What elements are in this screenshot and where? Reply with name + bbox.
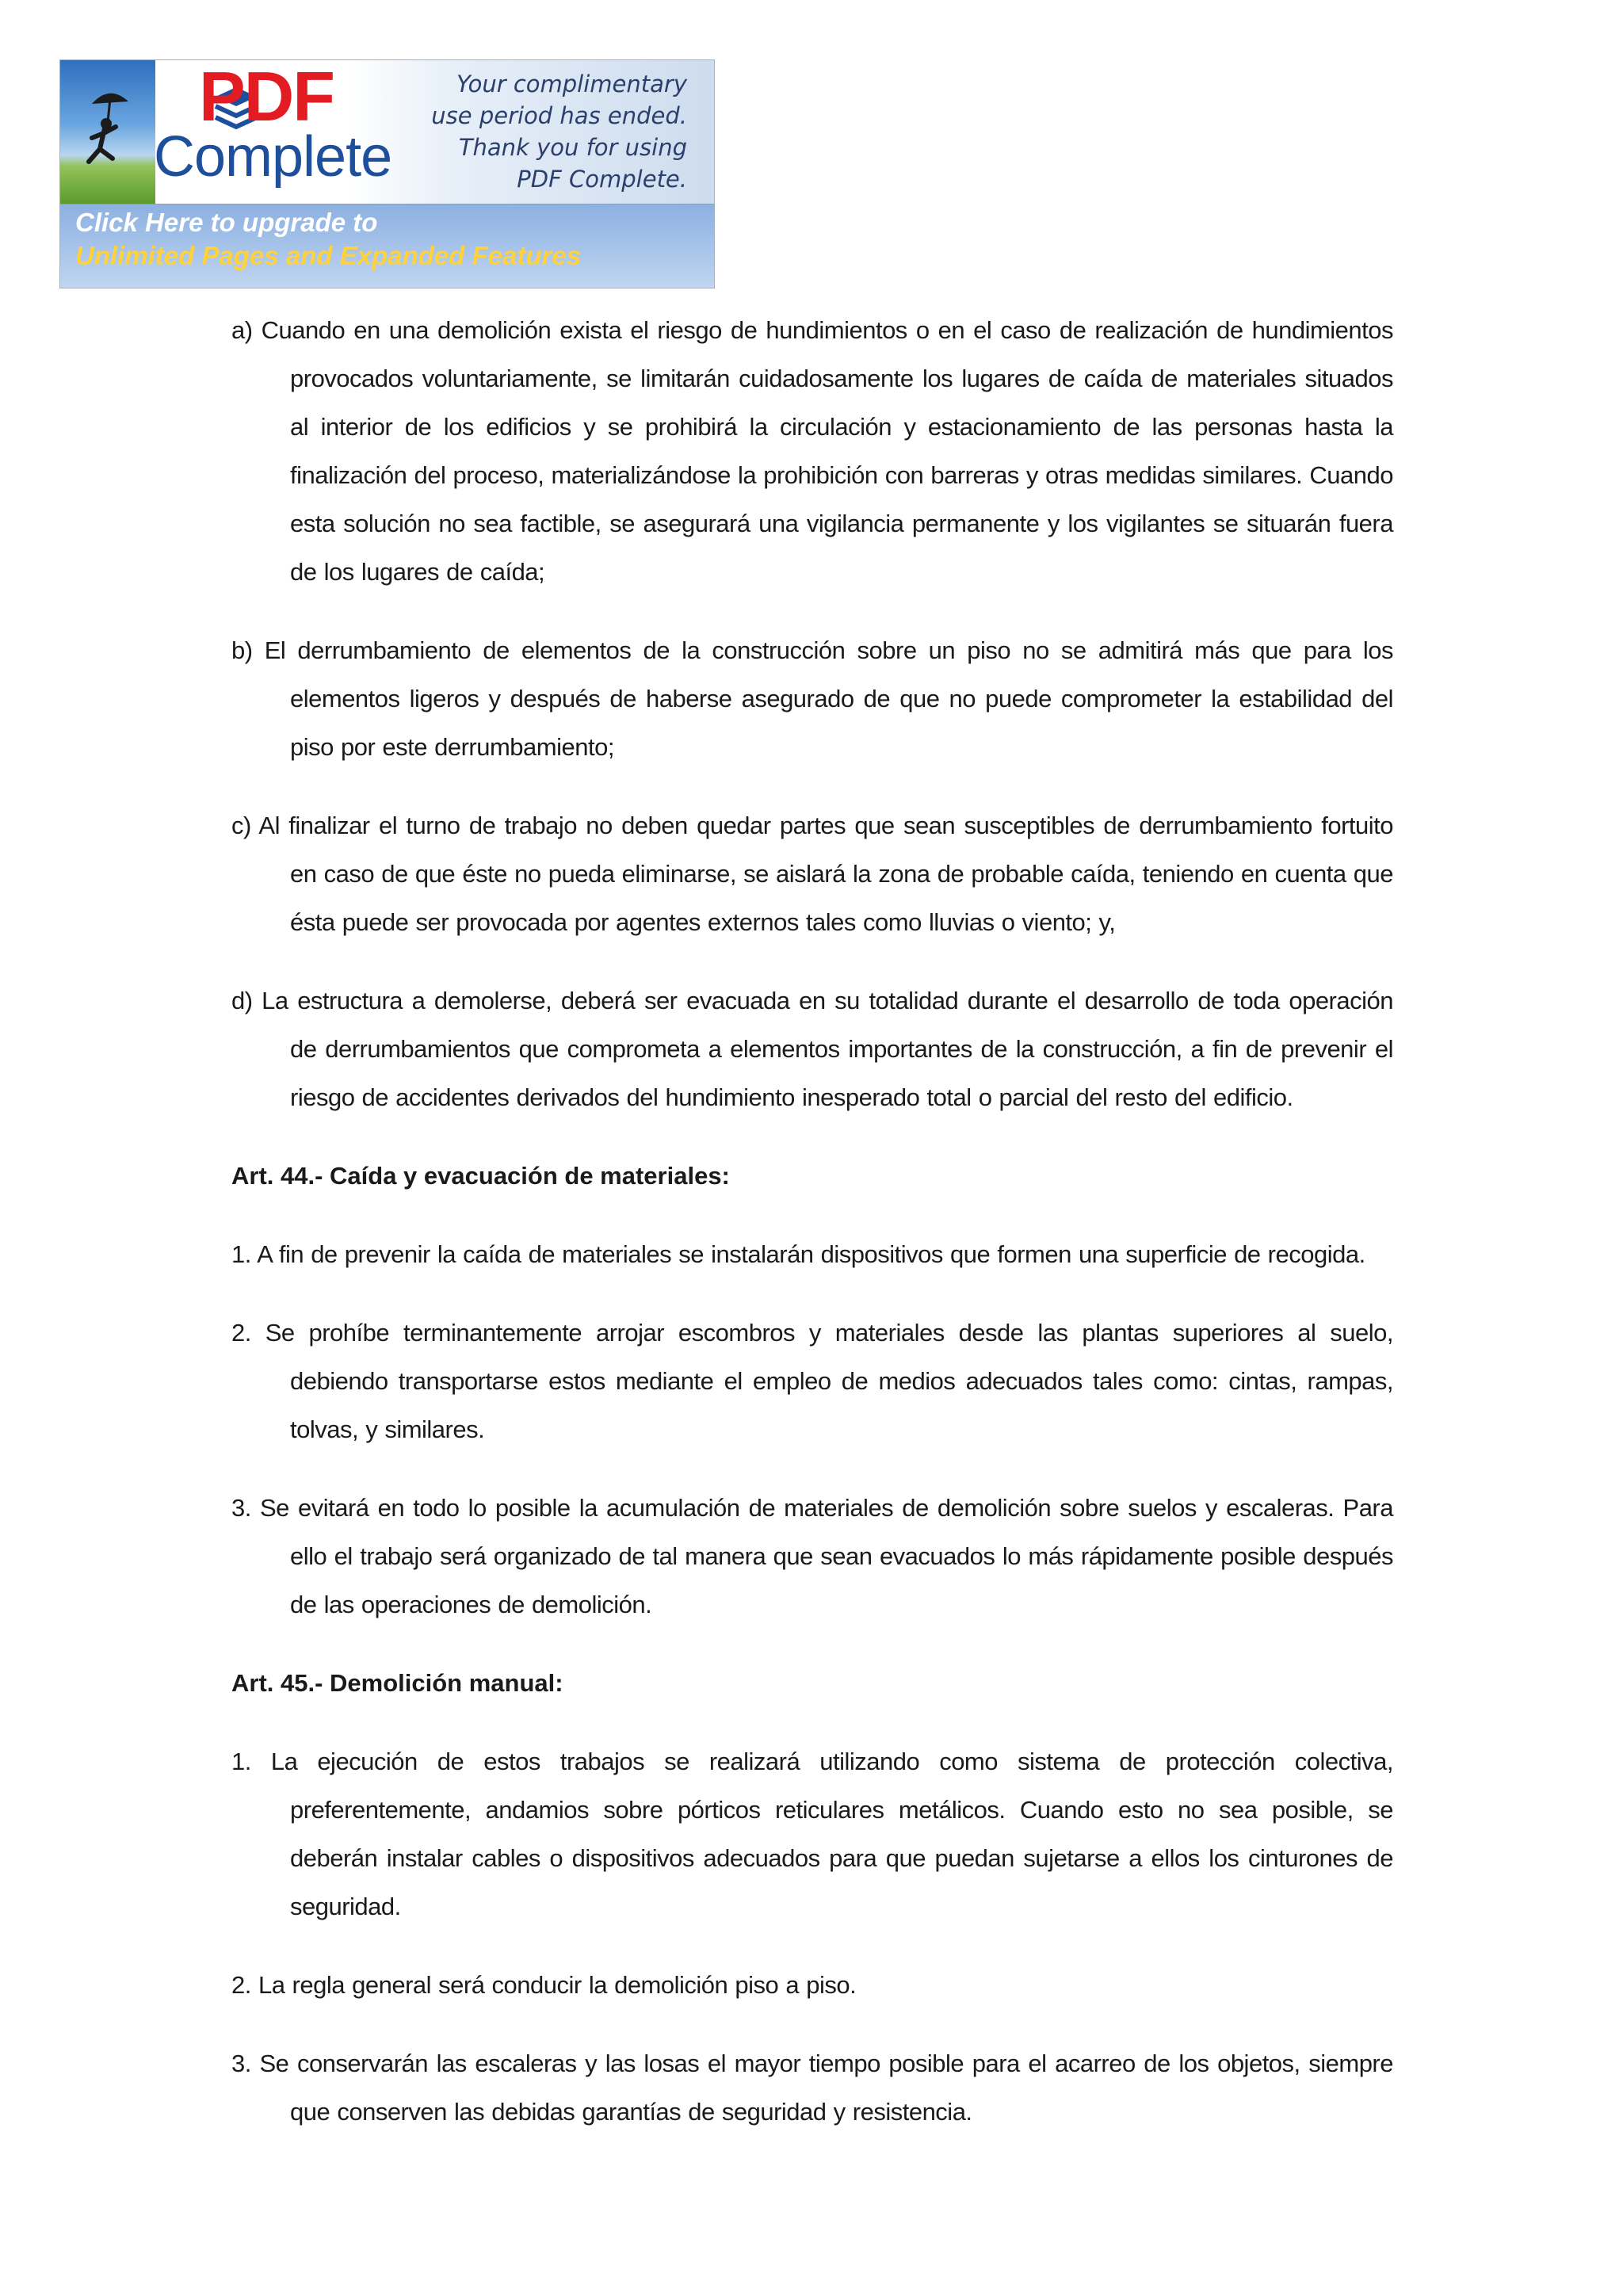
promo-line: Thank you for using — [458, 134, 687, 161]
list-item: b) El derrumbamiento de elementos de la construcción sobre un piso no se admitirá más que para los elementos ligeros y después de haberse asegurado de que no puede comprometer la estabilidad del piso por este derrumbamiento; — [231, 636, 1393, 761]
list-item: 2. Se prohíbe terminantemente arrojar escombros y materiales desde las plantas superiores al suelo, debiendo transportarse estos mediante el empleo de medios adecuados tales como: cintas, rampas, tolvas, y similares. — [231, 1319, 1393, 1443]
article-44-heading: Art. 44.- Caída y evacuación de materiales: — [231, 1162, 730, 1190]
article-45-heading: Art. 45.- Demolición manual: — [231, 1669, 563, 1697]
list-item: 3. Se evitará en todo lo posible la acumulación de materiales de demolición sobre suelos y escaleras. Para ello el trabajo será organizado de tal manera que sean evacuados lo más rápidamente posible después de las operaciones de demolición. — [231, 1494, 1393, 1618]
logo-complete-text: Complete — [154, 125, 392, 189]
list-item: c) Al finalizar el turno de trabajo no deben quedar partes que sean susceptibles de derrumbamiento fortuito en caso de que éste no pueda eliminarse, se aislará la zona de probable caída, teniendo en cuenta que ésta puede ser provocada por agentes externos tales como lluvias o viento; y, — [231, 812, 1393, 936]
list-item: 3. Se conservarán las escaleras y las losas el mayor tiempo posible para el acarreo de los objetos, siempre que conserven las debidas garantías de seguridad y resistencia. — [231, 2050, 1393, 2126]
upgrade-link-line-2[interactable]: Unlimited Pages and Expanded Features — [75, 241, 582, 270]
promo-line: use period has ended. — [431, 102, 687, 129]
jumping-person-photo — [60, 60, 155, 204]
pdf-complete-banner[interactable] — [59, 59, 715, 288]
promo-line: Your complimentary — [456, 71, 687, 97]
document-body — [231, 306, 1393, 2166]
promo-message — [402, 68, 687, 195]
list-item: 1. La ejecución de estos trabajos se realizará utilizando como sistema de protección colectiva, preferentemente, andamios sobre pórticos reticulares metálicos. Cuando esto no sea posible, se deberán instalar cables o dispositivos adecuados para que puedan sujetarse a ellos los cinturones de seguridad. — [231, 1748, 1393, 1920]
jumping-person-icon — [60, 60, 155, 204]
list-item: 1. A fin de prevenir la caída de materiales se instalarán dispositivos que formen una superficie de recogida. — [231, 1240, 1365, 1268]
list-item: d) La estructura a demolerse, deberá ser evacuada en su totalidad durante el desarrollo de toda operación de derrumbamientos que comprometa a elementos importantes de la construcción, a fin de prevenir el riesgo de accidentes derivados del hundimiento inesperado total o parcial del resto del edificio. — [231, 987, 1393, 1111]
upgrade-link-line-1[interactable]: Click Here to upgrade to — [75, 208, 378, 237]
logo-pdf-text: PDF — [199, 59, 334, 136]
list-item: 2. La regla general será conducir la demolición piso a piso. — [231, 1971, 857, 1999]
promo-line: PDF Complete. — [517, 166, 687, 193]
list-item: a) Cuando en una demolición exista el riesgo de hundimientos o en el caso de realización de hundimientos provocados voluntariamente, se limitarán cuidadosamente los lugares de caída de materiales situados al interior de los edificios y se prohibirá la circulación y estacionamiento de las personas hasta la finalización del proceso, materializándose la prohibición con barreras y otras medidas similares. Cuando esta solución no sea factible, se asegurará una vigilancia permanente y los vigilantes se situarán fuera de los lugares de caída; — [231, 316, 1393, 586]
banner-header — [60, 60, 714, 204]
upgrade-link[interactable] — [75, 206, 581, 273]
